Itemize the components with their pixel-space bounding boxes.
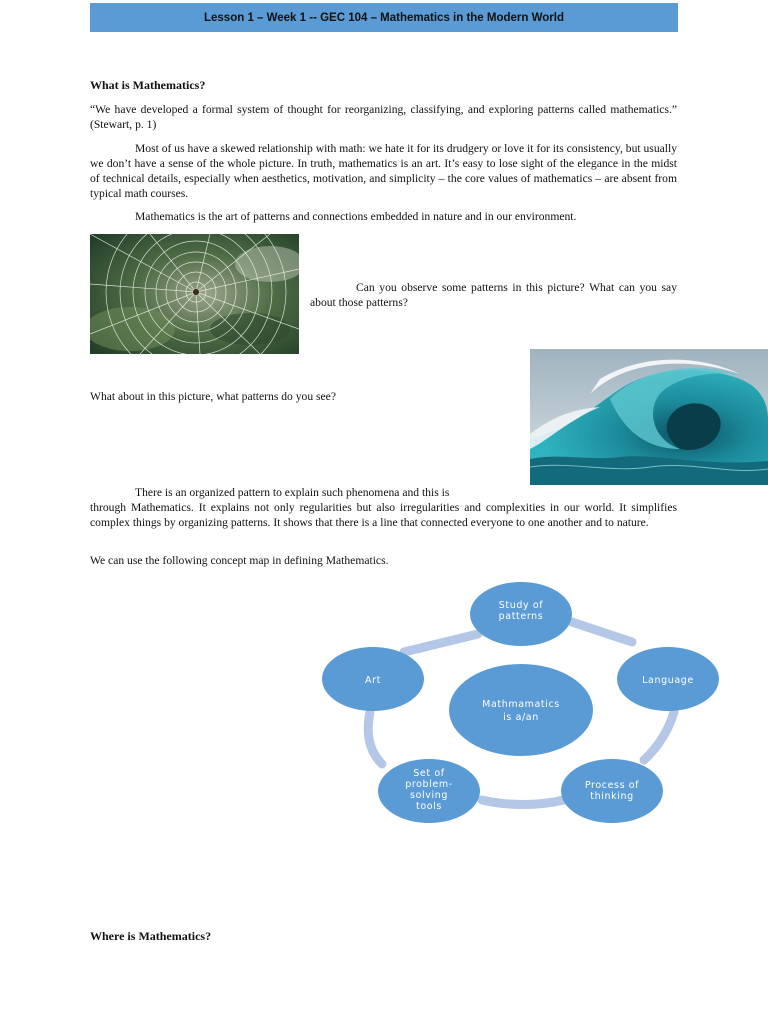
concept-node-process-of-thinking (561, 759, 663, 823)
concept-node-study-of-patterns (470, 582, 572, 646)
tools-label-line2: problem- (405, 779, 453, 790)
process-label-line1: Process of (584, 780, 640, 791)
lesson-header-banner (90, 3, 678, 32)
center-label-line2: is a/an (503, 712, 539, 723)
ocean-wave-image (530, 349, 768, 485)
concept-map-diagram (318, 582, 722, 826)
paragraph-organized-pattern-rest: through Mathematics. It explains not only regularities but also irregularities and complexities in our world. It simplifies complex things by organizing patterns. It shows that there is a line that connected everyone to one another and to nature. (90, 501, 677, 529)
tools-label-line3: solving (410, 790, 448, 801)
study-label-line1: Study of (498, 600, 544, 611)
question-wave-patterns: What about in this picture, what patterns do you see? (90, 390, 336, 403)
tools-label-line4: tools (416, 801, 442, 812)
art-label: Art (365, 675, 381, 686)
language-label: Language (642, 675, 694, 686)
paragraph-organized-pattern-line1: There is an organized pattern to explain such phenomena and this is (135, 486, 450, 499)
paragraph-skewed-relationship: Most of us have a skewed relationship with math: we hate it for its drudgery or love it for its consistency, but usually we don’t have a sense of the whole picture. In truth, mathematics is an art. It’s easy to lose sight of the elegance in the midst of technical details, especially when aesthetics, motivation, and simplicity – the core values of mathematics – are absent from typical math courses. (90, 142, 677, 200)
concept-node-language (617, 647, 719, 711)
section-heading-where-is-math: Where is Mathematics? (90, 929, 212, 943)
center-label-line1: Mathmamatics (482, 699, 560, 710)
section-heading-what-is-math: What is Mathematics? (90, 78, 206, 92)
concept-node-problem-solving-tools (378, 759, 480, 823)
lesson-header-title: Lesson 1 – Week 1 -- GEC 104 – Mathematics in the Modern World (203, 11, 564, 24)
process-label-line2: thinking (590, 791, 634, 802)
question-spider-web-patterns: Can you observe some patterns in this picture? What can you say about those patterns? (310, 281, 677, 309)
concept-node-center (449, 664, 593, 756)
concept-map-intro: We can use the following concept map in defining Mathematics. (90, 554, 389, 567)
spider-web-image (90, 234, 299, 354)
concept-node-art (322, 647, 424, 711)
study-label-line2: patterns (498, 611, 544, 622)
tools-label-line1: Set of (413, 768, 445, 779)
paragraph-art-of-patterns: Mathematics is the art of patterns and connections embedded in nature and in our environment. (135, 210, 577, 223)
stewart-quote: “We have developed a formal system of thought for reorganizing, classifying, and exploring patterns called mathematics.” (Stewart, p. 1) (90, 103, 677, 131)
